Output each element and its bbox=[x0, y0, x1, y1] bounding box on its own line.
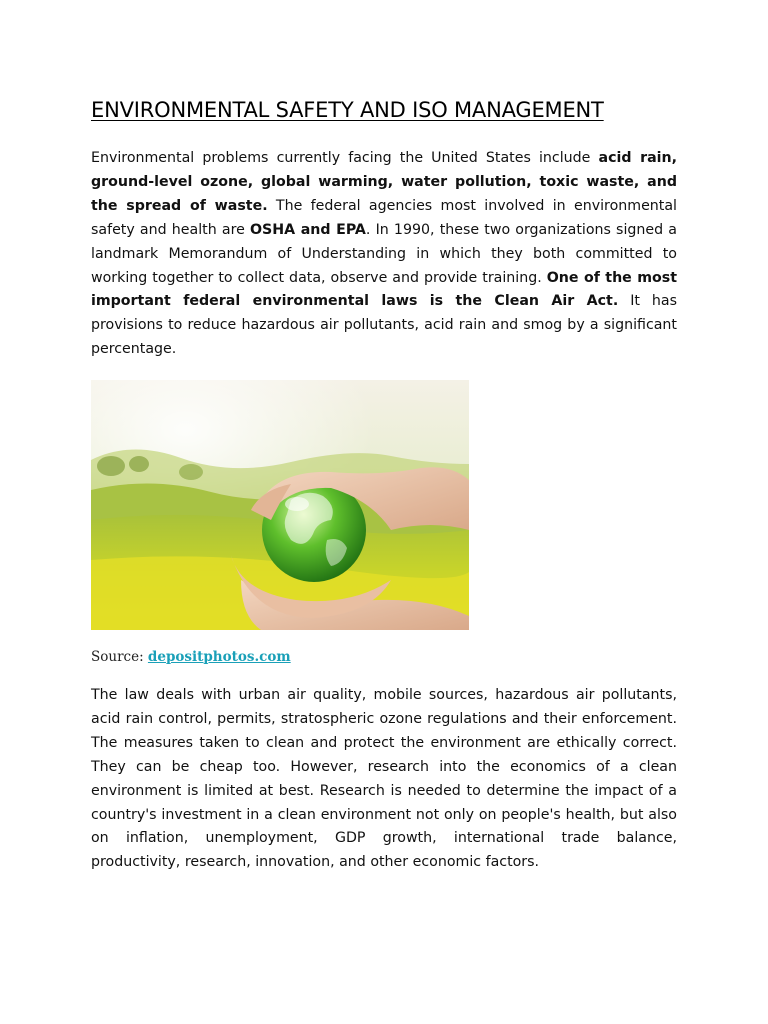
intro-text-1: Environmental problems currently facing the United States include bbox=[91, 150, 599, 166]
intro-text-4: It has provisions to reduce hazardous air pollutants, acid rain and smog by a significant percentage. bbox=[91, 293, 677, 358]
intro-bold-agencies: OSHA and EPA bbox=[249, 221, 366, 238]
intro-bold-clean-air-act: One of the most important federal environmental laws is the Clean Air Act. bbox=[91, 269, 677, 310]
intro-bold-problems: acid rain, ground-level ozone, global warming, water pollution, toxic waste, and the spread of waste. bbox=[91, 150, 677, 214]
source-link[interactable]: depositphotos.com bbox=[147, 649, 291, 665]
intro-text-2: The federal agencies most involved in environmental safety and health are bbox=[91, 197, 677, 238]
intro-text-3: . In 1990, these two organizations signed a landmark Memorandum of Understanding in which they both committed to working together to collect data, observe and provide training. bbox=[91, 221, 677, 286]
source-label: Source: bbox=[91, 649, 148, 665]
hands-holding-globe-image bbox=[91, 380, 469, 630]
body-paragraph: The law deals with urban air quality, mobile sources, hazardous air pollutants, acid rain control, permits, stratospheric ozone regulations and their enforcement. The measures taken to clean and protect the environment are ethically correct. They can be cheap too. However, research into the economics of a clean environment is limited at best. Research is needed to determine the impact of a country's investment in a clean environment not only on people's health, but also on inflation, unemployment, GDP growth, international trade balance, productivity, research, innovation, and other economic factors. bbox=[91, 687, 677, 871]
intro-paragraph bbox=[91, 147, 677, 362]
page-title: ENVIRONMENTAL SAFETY AND ISO MANAGEMENT bbox=[91, 98, 604, 122]
image-source-caption bbox=[91, 647, 291, 667]
